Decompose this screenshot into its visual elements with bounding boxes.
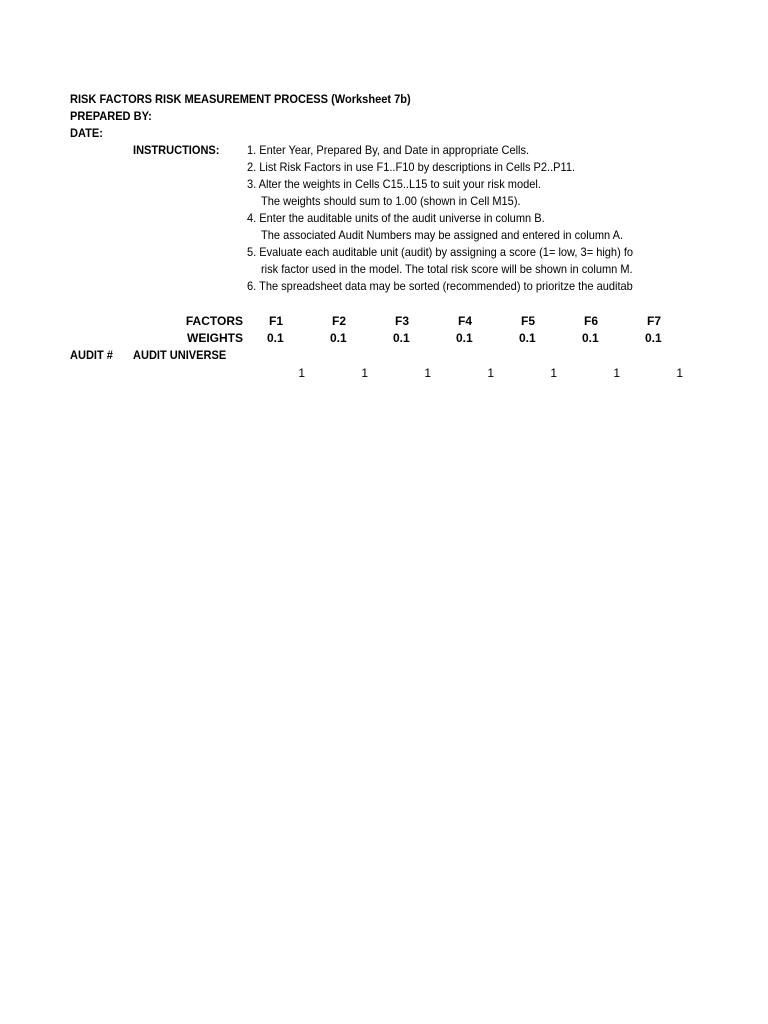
instruction-line-1: 1. Enter Year, Prepared By, and Date in appropriate Cells.	[247, 143, 530, 157]
weight-f4: 0.1	[456, 331, 473, 345]
score-row1-f4[interactable]: 1	[487, 366, 494, 380]
instruction-line-4: 4. Enter the auditable units of the audit universe in column B.	[247, 211, 545, 225]
score-row1-f3[interactable]: 1	[424, 366, 431, 380]
weight-f2: 0.1	[330, 331, 347, 345]
weight-f3: 0.1	[393, 331, 410, 345]
instruction-line-6: 6. The spreadsheet data may be sorted (recommended) to prioritze the auditab	[247, 279, 633, 293]
weight-f5: 0.1	[519, 331, 536, 345]
weight-f1: 0.1	[267, 331, 284, 345]
factor-header-f7: F7	[647, 314, 662, 328]
factor-header-f2: F2	[332, 314, 347, 328]
weight-f6: 0.1	[582, 331, 599, 345]
weights-label: WEIGHTS	[187, 331, 243, 345]
instruction-line-5-continued: risk factor used in the model. The total risk score will be shown in column M.	[261, 262, 633, 276]
score-row1-f2[interactable]: 1	[361, 366, 368, 380]
prepared-by-label: PREPARED BY:	[70, 109, 152, 123]
score-row1-f5[interactable]: 1	[550, 366, 557, 380]
score-row1-f1[interactable]: 1	[298, 366, 305, 380]
instruction-line-2: 2. List Risk Factors in use F1..F10 by descriptions in Cells P2..P11.	[247, 160, 576, 174]
weight-f7: 0.1	[645, 331, 662, 345]
factor-header-f6: F6	[584, 314, 599, 328]
factor-header-f5: F5	[521, 314, 536, 328]
instruction-line-3: 3. Alter the weights in Cells C15..L15 to suit your risk model.	[247, 177, 541, 191]
factors-label: FACTORS	[185, 314, 243, 328]
factor-header-f4: F4	[458, 314, 473, 328]
factor-header-f3: F3	[395, 314, 410, 328]
date-label: DATE:	[70, 126, 103, 140]
score-row1-f6[interactable]: 1	[613, 366, 620, 380]
score-row1-f7[interactable]: 1	[676, 366, 683, 380]
audit-universe-header: AUDIT UNIVERSE	[133, 348, 227, 362]
instruction-line-3-continued: The weights should sum to 1.00 (shown in Cell M15).	[261, 194, 521, 208]
worksheet-title: RISK FACTORS RISK MEASUREMENT PROCESS (Worksheet 7b)	[70, 92, 411, 106]
instruction-line-5: 5. Evaluate each auditable unit (audit) by assigning a score (1= low, 3= high) fo	[247, 245, 634, 259]
audit-number-header: AUDIT #	[70, 348, 113, 362]
instructions-label: INSTRUCTIONS:	[133, 143, 220, 157]
instruction-line-4-continued: The associated Audit Numbers may be assigned and entered in column A.	[261, 228, 624, 242]
factor-header-f1: F1	[269, 314, 284, 328]
